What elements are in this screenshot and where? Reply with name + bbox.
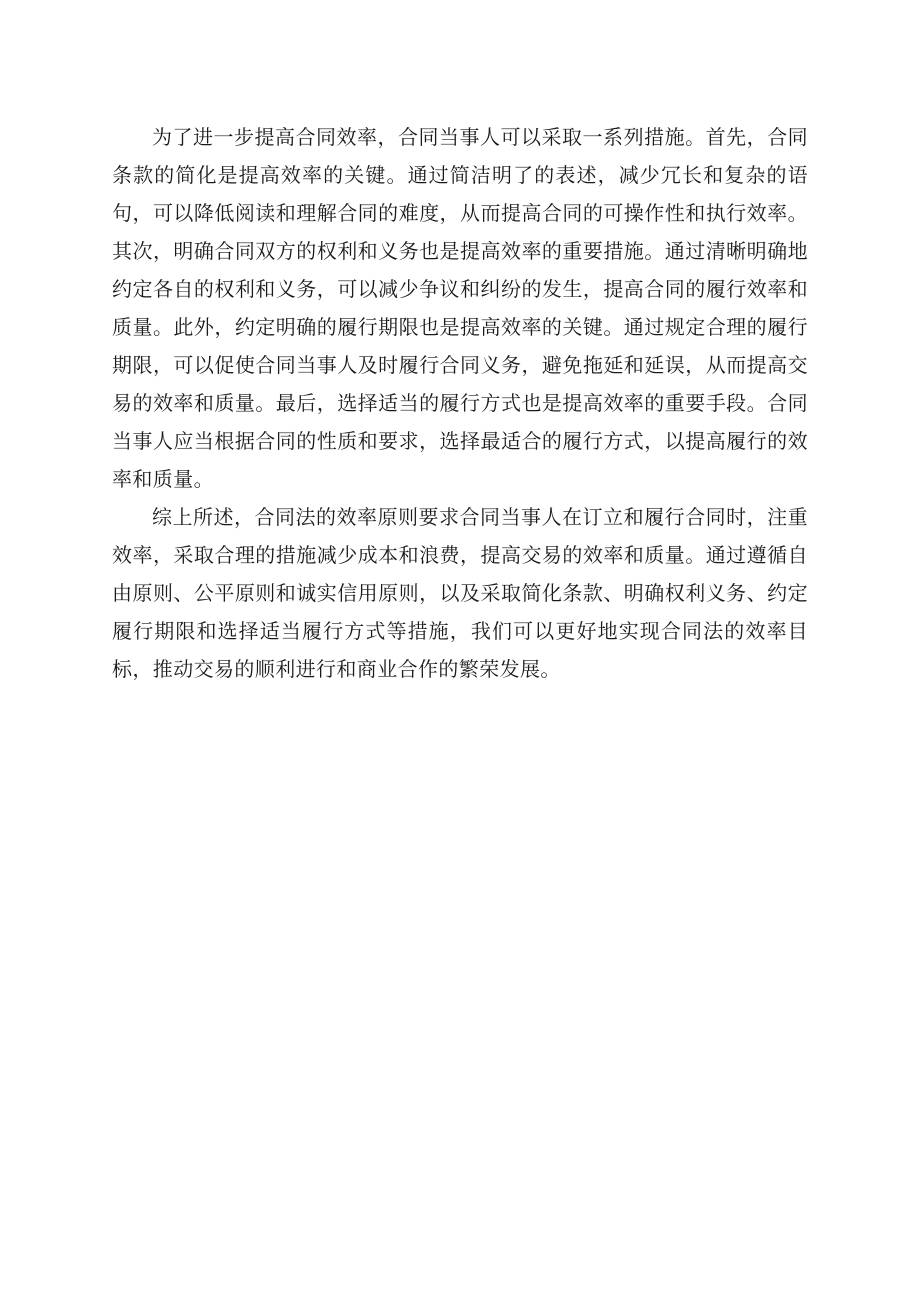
paragraph-efficiency-measures: 为了进一步提高合同效率，合同当事人可以采取一系列措施。首先，合同条款的简化是提高效率的关键。通过简洁明了的表述，减少冗长和复杂的语句，可以降低阅读和理解合同的难度，从而提高合同的可操作性和执行效率。其次，明确合同双方的权利和义务也是提高效率的重要措施。通过清晰明确地约定各自的权利和义务，可以减少争议和纠纷的发生，提高合同的履行效率和质量。此外，约定明确的履行期限也是提高效率的关键。通过规定合理的履行期限，可以促使合同当事人及时履行合同义务，避免拖延和延误，从而提高交易的效率和质量。最后，选择适当的履行方式也是提高效率的重要手段。合同当事人应当根据合同的性质和要求，选择最适合的履行方式，以提高履行的效率和质量。 bbox=[112, 125, 808, 491]
document-body bbox=[112, 118, 808, 688]
paragraph-conclusion: 综上所述，合同法的效率原则要求合同当事人在订立和履行合同时，注重效率，采取合理的措施减少成本和浪费，提高交易的效率和质量。通过遵循自由原则、公平原则和诚实信用原则，以及采取简化条款、明确权利义务、约定履行期限和选择适当履行方式等措施，我们可以更好地实现合同法的效率目标，推动交易的顺利进行和商业合作的繁荣发展。 bbox=[112, 505, 808, 681]
